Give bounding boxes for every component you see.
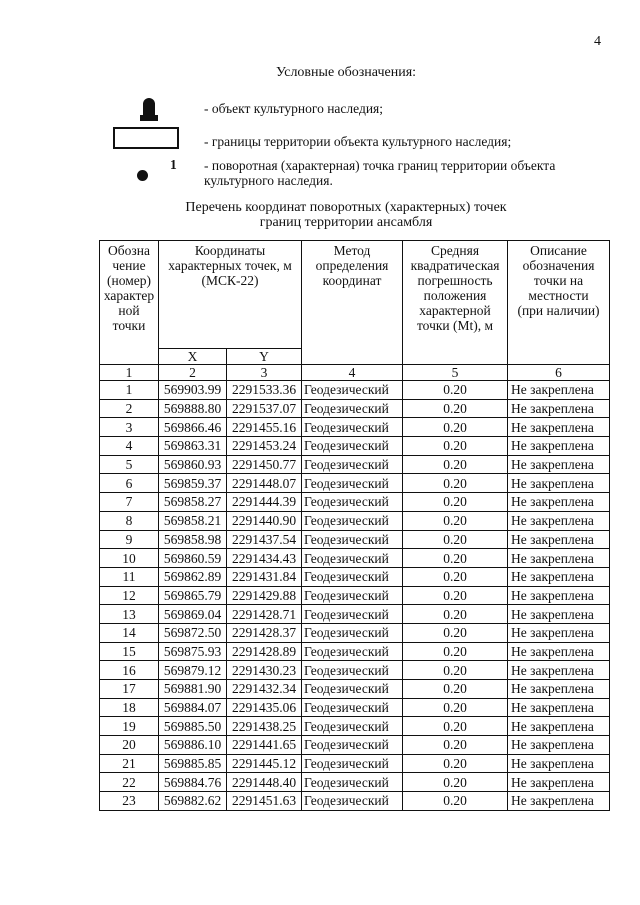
cell-description: Не закреплена	[508, 474, 610, 493]
cell-description: Не закреплена	[508, 661, 610, 680]
cell-method: Геодезический	[302, 530, 403, 549]
cell-x: 569858.21	[159, 511, 227, 530]
cell-mean-error: 0.20	[403, 623, 508, 642]
cell-point-number: 17	[100, 680, 159, 699]
cell-mean-error: 0.20	[403, 399, 508, 418]
cell-x: 569885.85	[159, 754, 227, 773]
cell-y: 2291451.63	[227, 792, 302, 811]
cell-x: 569865.79	[159, 586, 227, 605]
cell-mean-error: 0.20	[403, 567, 508, 586]
cell-x: 569858.98	[159, 530, 227, 549]
table-row	[100, 530, 610, 549]
table-row	[100, 455, 610, 474]
cell-point-number: 8	[100, 511, 159, 530]
cell-y: 2291455.16	[227, 418, 302, 437]
cell-method: Геодезический	[302, 605, 403, 624]
cell-x: 569860.93	[159, 455, 227, 474]
legend-item-point	[204, 158, 555, 188]
cell-point-number: 22	[100, 773, 159, 792]
cell-x: 569885.50	[159, 717, 227, 736]
table-row	[100, 680, 610, 699]
table-row	[100, 549, 610, 568]
cell-y: 2291434.43	[227, 549, 302, 568]
table-row	[100, 754, 610, 773]
cell-point-number: 6	[100, 474, 159, 493]
cell-point-number: 3	[100, 418, 159, 437]
column-number-2: 2	[159, 365, 227, 381]
cell-y: 2291533.36	[227, 381, 302, 400]
cell-description: Не закреплена	[508, 381, 610, 400]
cell-description: Не закреплена	[508, 493, 610, 512]
cell-mean-error: 0.20	[403, 792, 508, 811]
cell-point-number: 12	[100, 586, 159, 605]
cell-mean-error: 0.20	[403, 754, 508, 773]
cell-point-number: 1	[100, 381, 159, 400]
column-number-4: 4	[302, 365, 403, 381]
cell-mean-error: 0.20	[403, 605, 508, 624]
cell-y: 2291435.06	[227, 698, 302, 717]
cell-point-number: 19	[100, 717, 159, 736]
cell-y: 2291438.25	[227, 717, 302, 736]
cell-method: Геодезический	[302, 773, 403, 792]
table-row	[100, 661, 610, 680]
cell-description: Не закреплена	[508, 530, 610, 549]
cell-mean-error: 0.20	[403, 549, 508, 568]
cell-x: 569858.27	[159, 493, 227, 512]
cell-mean-error: 0.20	[403, 474, 508, 493]
table-row	[100, 586, 610, 605]
cell-description: Не закреплена	[508, 549, 610, 568]
table-row	[100, 511, 610, 530]
cell-mean-error: 0.20	[403, 717, 508, 736]
cell-description: Не закреплена	[508, 567, 610, 586]
cell-mean-error: 0.20	[403, 455, 508, 474]
cell-x: 569888.80	[159, 399, 227, 418]
page-number: 4	[594, 34, 601, 49]
cell-x: 569862.89	[159, 567, 227, 586]
cell-x: 569882.62	[159, 792, 227, 811]
cell-description: Не закреплена	[508, 437, 610, 456]
cell-method: Геодезический	[302, 567, 403, 586]
table-row	[100, 567, 610, 586]
legend-item-boundary: - границы территории объекта культурного наследия;	[204, 134, 512, 149]
cell-method: Геодезический	[302, 754, 403, 773]
cell-description: Не закреплена	[508, 418, 610, 437]
cell-y: 2291428.71	[227, 605, 302, 624]
cell-mean-error: 0.20	[403, 437, 508, 456]
cell-point-number: 4	[100, 437, 159, 456]
cell-y: 2291431.84	[227, 567, 302, 586]
cell-description: Не закреплена	[508, 717, 610, 736]
cell-x: 569884.07	[159, 698, 227, 717]
boundary-rectangle-icon	[113, 127, 179, 149]
cell-y: 2291537.07	[227, 399, 302, 418]
cell-mean-error: 0.20	[403, 680, 508, 699]
cell-x: 569884.76	[159, 773, 227, 792]
cell-y: 2291429.88	[227, 586, 302, 605]
cell-mean-error: 0.20	[403, 736, 508, 755]
cell-x: 569866.46	[159, 418, 227, 437]
cell-y: 2291440.90	[227, 511, 302, 530]
table-row	[100, 381, 610, 400]
table-row	[100, 773, 610, 792]
cell-y: 2291430.23	[227, 661, 302, 680]
cell-method: Геодезический	[302, 493, 403, 512]
cell-mean-error: 0.20	[403, 511, 508, 530]
cell-description: Не закреплена	[508, 754, 610, 773]
cell-mean-error: 0.20	[403, 698, 508, 717]
cell-mean-error: 0.20	[403, 530, 508, 549]
header-mean-error: Средняя квадратическая погрешность положения характерной точки (Mt), м	[403, 241, 508, 365]
table-row	[100, 792, 610, 811]
table-title-line1: Перечень координат поворотных (характерных) точек	[185, 200, 507, 215]
header-coordinates: Координаты характерных точек, м (МСК-22)	[159, 241, 302, 349]
legend-title: Условные обозначения:	[276, 65, 417, 80]
cell-method: Геодезический	[302, 661, 403, 680]
cell-description: Не закреплена	[508, 586, 610, 605]
cell-method: Геодезический	[302, 792, 403, 811]
monument-icon	[140, 95, 158, 121]
coordinates-table	[99, 240, 610, 811]
cell-y: 2291437.54	[227, 530, 302, 549]
cell-mean-error: 0.20	[403, 773, 508, 792]
header-point-designation: Обозна чение (номер) характер ной точки	[100, 241, 159, 365]
header-description: Описание обозначения точки на местности (при наличии)	[508, 241, 610, 365]
cell-y: 2291432.34	[227, 680, 302, 699]
cell-method: Геодезический	[302, 399, 403, 418]
table-row	[100, 437, 610, 456]
cell-x: 569886.10	[159, 736, 227, 755]
cell-description: Не закреплена	[508, 698, 610, 717]
table-row	[100, 605, 610, 624]
cell-method: Геодезический	[302, 680, 403, 699]
cell-y: 2291441.65	[227, 736, 302, 755]
column-number-6: 6	[508, 365, 610, 381]
table-row	[100, 493, 610, 512]
cell-mean-error: 0.20	[403, 586, 508, 605]
cell-point-number: 23	[100, 792, 159, 811]
cell-y: 2291444.39	[227, 493, 302, 512]
cell-point-number: 10	[100, 549, 159, 568]
cell-point-number: 16	[100, 661, 159, 680]
cell-description: Не закреплена	[508, 455, 610, 474]
legend-item-point-line1: - поворотная (характерная) точка границ территории объекта	[204, 158, 556, 173]
cell-mean-error: 0.20	[403, 661, 508, 680]
cell-point-number: 13	[100, 605, 159, 624]
cell-y: 2291448.40	[227, 773, 302, 792]
table-row	[100, 418, 610, 437]
cell-mean-error: 0.20	[403, 381, 508, 400]
cell-method: Геодезический	[302, 623, 403, 642]
cell-method: Геодезический	[302, 642, 403, 661]
cell-method: Геодезический	[302, 549, 403, 568]
cell-method: Геодезический	[302, 437, 403, 456]
cell-y: 2291445.12	[227, 754, 302, 773]
cell-method: Геодезический	[302, 455, 403, 474]
cell-y: 2291428.37	[227, 623, 302, 642]
cell-method: Геодезический	[302, 511, 403, 530]
cell-x: 569859.37	[159, 474, 227, 493]
cell-description: Не закреплена	[508, 680, 610, 699]
cell-y: 2291453.24	[227, 437, 302, 456]
cell-x: 569903.99	[159, 381, 227, 400]
table-title	[96, 200, 596, 230]
cell-method: Геодезический	[302, 586, 403, 605]
legend-item-monument: - объект культурного наследия;	[204, 101, 384, 116]
cell-point-number: 21	[100, 754, 159, 773]
cell-description: Не закреплена	[508, 642, 610, 661]
table-row	[100, 717, 610, 736]
table-title-line2: границ территории ансамбля	[259, 215, 433, 230]
cell-description: Не закреплена	[508, 736, 610, 755]
header-y: Y	[227, 349, 302, 365]
table-row	[100, 623, 610, 642]
cell-method: Геодезический	[302, 717, 403, 736]
cell-point-number: 7	[100, 493, 159, 512]
table-row	[100, 736, 610, 755]
table-row	[100, 642, 610, 661]
cell-y: 2291450.77	[227, 455, 302, 474]
column-number-5: 5	[403, 365, 508, 381]
cell-point-number: 11	[100, 567, 159, 586]
cell-description: Не закреплена	[508, 605, 610, 624]
cell-x: 569875.93	[159, 642, 227, 661]
cell-x: 569863.31	[159, 437, 227, 456]
cell-x: 569879.12	[159, 661, 227, 680]
cell-mean-error: 0.20	[403, 493, 508, 512]
cell-point-number: 5	[100, 455, 159, 474]
header-method: Метод определения координат	[302, 241, 403, 365]
cell-method: Геодезический	[302, 736, 403, 755]
column-number-1: 1	[100, 365, 159, 381]
cell-method: Геодезический	[302, 381, 403, 400]
cell-x: 569860.59	[159, 549, 227, 568]
table-row	[100, 698, 610, 717]
table-row	[100, 474, 610, 493]
cell-point-number: 9	[100, 530, 159, 549]
legend-item-point-line2: культурного наследия.	[204, 173, 333, 188]
cell-method: Геодезический	[302, 698, 403, 717]
cell-description: Не закреплена	[508, 511, 610, 530]
cell-mean-error: 0.20	[403, 642, 508, 661]
cell-x: 569872.50	[159, 623, 227, 642]
cell-description: Не закреплена	[508, 623, 610, 642]
legend-point-number: 1	[170, 157, 177, 172]
cell-description: Не закреплена	[508, 792, 610, 811]
cell-point-number: 20	[100, 736, 159, 755]
cell-method: Геодезический	[302, 474, 403, 493]
cell-x: 569869.04	[159, 605, 227, 624]
cell-point-number: 2	[100, 399, 159, 418]
cell-description: Не закреплена	[508, 773, 610, 792]
cell-point-number: 18	[100, 698, 159, 717]
cell-description: Не закреплена	[508, 399, 610, 418]
point-dot-icon	[137, 170, 148, 181]
cell-y: 2291428.89	[227, 642, 302, 661]
cell-point-number: 14	[100, 623, 159, 642]
cell-mean-error: 0.20	[403, 418, 508, 437]
cell-method: Геодезический	[302, 418, 403, 437]
cell-x: 569881.90	[159, 680, 227, 699]
cell-y: 2291448.07	[227, 474, 302, 493]
column-number-3: 3	[227, 365, 302, 381]
table-row	[100, 399, 610, 418]
cell-point-number: 15	[100, 642, 159, 661]
header-x: X	[159, 349, 227, 365]
